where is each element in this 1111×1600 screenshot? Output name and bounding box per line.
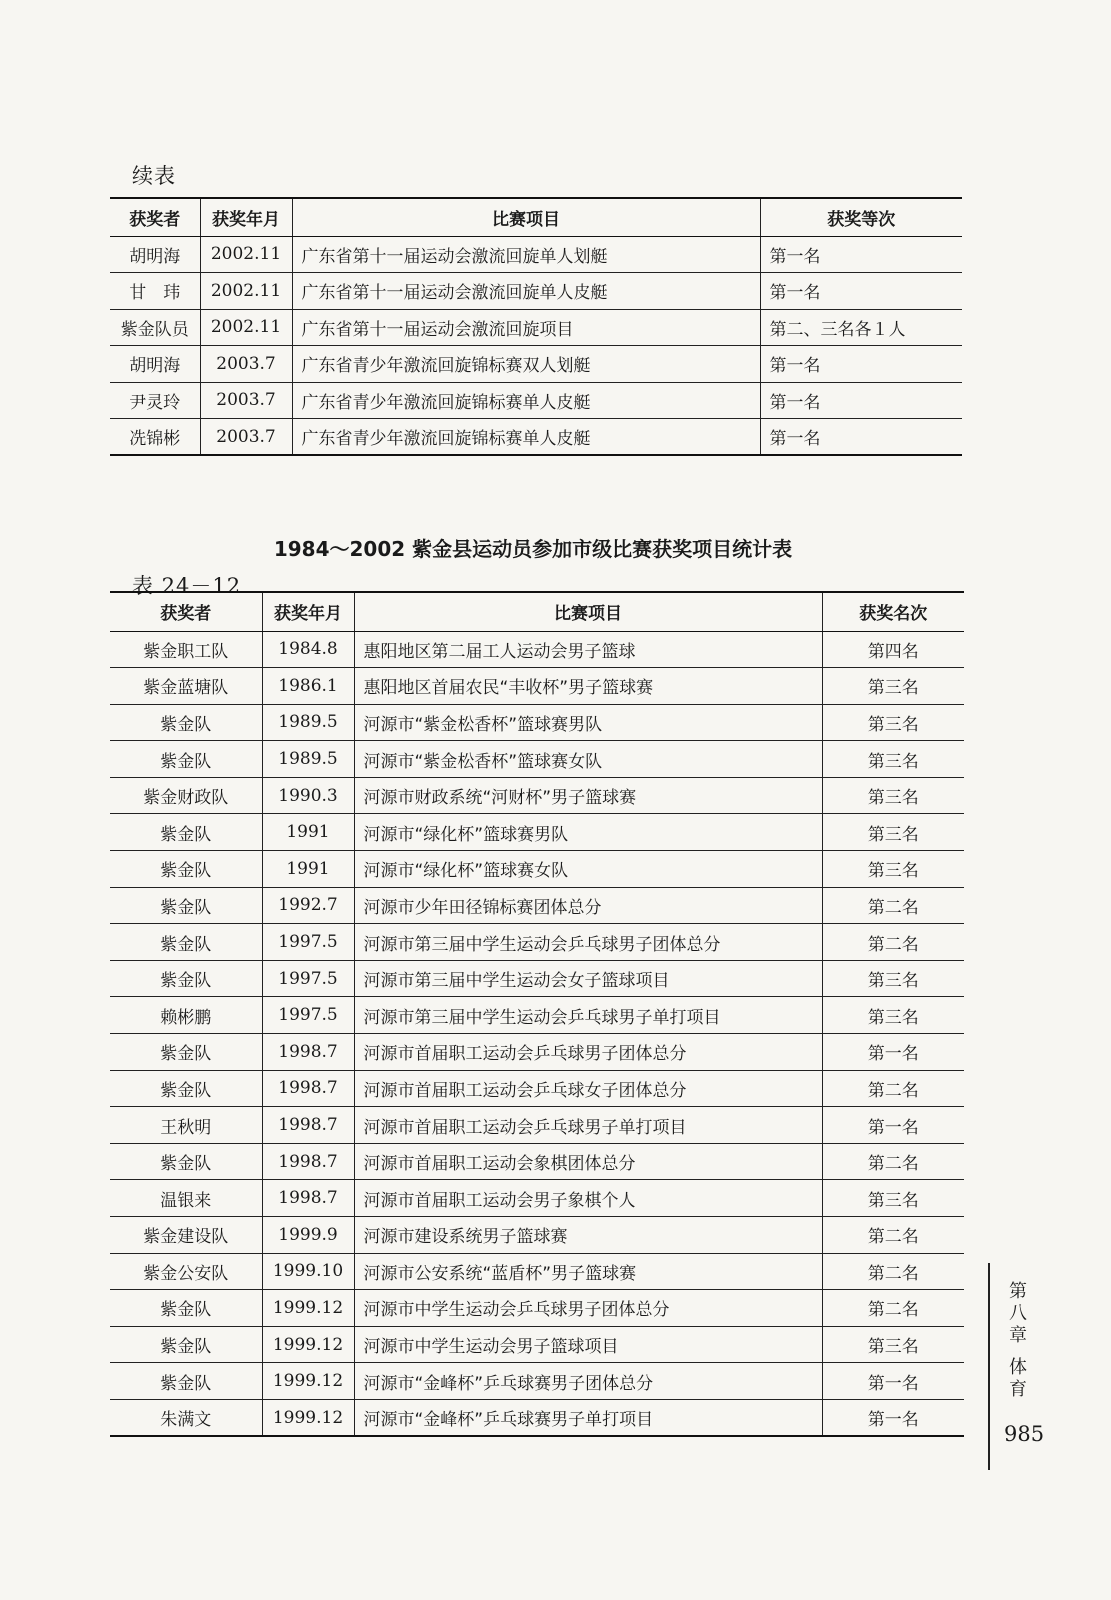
date-cell: 2003.7 bbox=[200, 382, 292, 419]
table-row bbox=[110, 1034, 964, 1071]
table-row bbox=[110, 1290, 964, 1327]
winner-cell: 紫金队 bbox=[110, 814, 262, 851]
event-cell: 河源市“绿化杯”篮球赛男队 bbox=[354, 814, 822, 851]
rank-cell: 第三名 bbox=[822, 960, 964, 997]
event-cell: 广东省第十一届运动会激流回旋项目 bbox=[292, 309, 760, 346]
event-cell: 河源市第三届中学生运动会乒乓球男子单打项目 bbox=[354, 997, 822, 1034]
winner-cell: 紫金队 bbox=[110, 1326, 262, 1363]
table-row bbox=[110, 1253, 964, 1290]
rank-cell: 第二名 bbox=[822, 887, 964, 924]
table-row bbox=[110, 419, 962, 456]
date-cell: 1999.12 bbox=[262, 1326, 354, 1363]
table-row bbox=[110, 1180, 964, 1217]
table-row bbox=[110, 960, 964, 997]
table2-title: 1984～2002 紫金县运动员参加市级比赛获奖项目统计表 bbox=[273, 537, 793, 561]
date-cell: 1997.5 bbox=[262, 924, 354, 961]
date-cell: 1999.12 bbox=[262, 1290, 354, 1327]
date-cell: 1998.7 bbox=[262, 1107, 354, 1144]
winner-cell: 赖彬鹏 bbox=[110, 997, 262, 1034]
awards-table-continued bbox=[110, 197, 962, 456]
winner-cell: 紫金队 bbox=[110, 851, 262, 888]
rank-cell: 第四名 bbox=[822, 631, 964, 668]
date-cell: 1991 bbox=[262, 851, 354, 888]
table-row bbox=[110, 814, 964, 851]
rank-cell: 第一名 bbox=[822, 1399, 964, 1436]
date-cell: 1997.5 bbox=[262, 960, 354, 997]
event-cell: 广东省青少年激流回旋锦标赛单人皮艇 bbox=[292, 419, 760, 456]
winner-cell: 尹灵玲 bbox=[110, 382, 200, 419]
winner-cell: 冼锦彬 bbox=[110, 419, 200, 456]
chapter-char: 八 bbox=[1009, 1303, 1027, 1324]
table-header-row bbox=[110, 198, 962, 236]
event-cell: 河源市第三届中学生运动会乒乓球男子团体总分 bbox=[354, 924, 822, 961]
event-cell: 河源市“紫金松香杯”篮球赛男队 bbox=[354, 704, 822, 741]
winner-cell: 朱满文 bbox=[110, 1399, 262, 1436]
date-cell: 1998.7 bbox=[262, 1143, 354, 1180]
event-cell: 河源市首届职工运动会乒乓球男子团体总分 bbox=[354, 1034, 822, 1071]
date-cell: 1998.7 bbox=[262, 1070, 354, 1107]
event-cell: 河源市“紫金松香杯”篮球赛女队 bbox=[354, 741, 822, 778]
date-cell: 1998.7 bbox=[262, 1180, 354, 1217]
date-cell: 1997.5 bbox=[262, 997, 354, 1034]
winner-cell: 紫金队 bbox=[110, 1290, 262, 1327]
event-cell: 河源市首届职工运动会象棋团体总分 bbox=[354, 1143, 822, 1180]
rank-cell: 第二、三名各１人 bbox=[760, 309, 962, 346]
date-cell: 1991 bbox=[262, 814, 354, 851]
table-row bbox=[110, 997, 964, 1034]
chapter-char: 章 bbox=[1009, 1325, 1027, 1346]
winner-cell: 紫金公安队 bbox=[110, 1253, 262, 1290]
date-cell: 1992.7 bbox=[262, 887, 354, 924]
table-row bbox=[110, 236, 962, 273]
rank-cell: 第一名 bbox=[760, 273, 962, 310]
date-cell: 2002.11 bbox=[200, 273, 292, 310]
winner-cell: 紫金队 bbox=[110, 960, 262, 997]
column-header: 比赛项目 bbox=[292, 198, 760, 236]
winner-cell: 紫金队 bbox=[110, 1363, 262, 1400]
date-cell: 2003.7 bbox=[200, 419, 292, 456]
rank-cell: 第三名 bbox=[822, 777, 964, 814]
column-header: 获奖等次 bbox=[760, 198, 962, 236]
winner-cell: 王秋明 bbox=[110, 1107, 262, 1144]
chapter-gap bbox=[1006, 1347, 1030, 1357]
table-row bbox=[110, 887, 964, 924]
event-cell: 河源市中学生运动会男子篮球项目 bbox=[354, 1326, 822, 1363]
table-row bbox=[110, 924, 964, 961]
rank-cell: 第二名 bbox=[822, 1217, 964, 1254]
chapter-char: 第 bbox=[1009, 1281, 1027, 1302]
rank-cell: 第一名 bbox=[760, 382, 962, 419]
rank-cell: 第一名 bbox=[760, 346, 962, 383]
date-cell: 1986.1 bbox=[262, 668, 354, 705]
event-cell: 河源市财政系统“河财杯”男子篮球赛 bbox=[354, 777, 822, 814]
page-number: 985 bbox=[1004, 1422, 1045, 1446]
rank-cell: 第三名 bbox=[822, 851, 964, 888]
rank-cell: 第一名 bbox=[822, 1363, 964, 1400]
winner-cell: 紫金队 bbox=[110, 741, 262, 778]
rank-cell: 第二名 bbox=[822, 1253, 964, 1290]
winner-cell: 温银来 bbox=[110, 1180, 262, 1217]
rank-cell: 第二名 bbox=[822, 1143, 964, 1180]
table-row bbox=[110, 1399, 964, 1436]
winner-cell: 胡明海 bbox=[110, 346, 200, 383]
chapter-char: 育 bbox=[1009, 1379, 1027, 1400]
winner-cell: 紫金职工队 bbox=[110, 631, 262, 668]
event-cell: 河源市公安系统“蓝盾杯”男子篮球赛 bbox=[354, 1253, 822, 1290]
event-cell: 河源市第三届中学生运动会女子篮球项目 bbox=[354, 960, 822, 997]
event-cell: 广东省青少年激流回旋锦标赛单人皮艇 bbox=[292, 382, 760, 419]
event-cell: 河源市建设系统男子篮球赛 bbox=[354, 1217, 822, 1254]
table-row bbox=[110, 1107, 964, 1144]
event-cell: 广东省第十一届运动会激流回旋单人皮艇 bbox=[292, 273, 760, 310]
rank-cell: 第三名 bbox=[822, 741, 964, 778]
winner-cell: 胡明海 bbox=[110, 236, 200, 273]
event-cell: 惠阳地区首届农民“丰收杯”男子篮球赛 bbox=[354, 668, 822, 705]
event-cell: 河源市中学生运动会乒乓球男子团体总分 bbox=[354, 1290, 822, 1327]
date-cell: 1989.5 bbox=[262, 704, 354, 741]
chapter-marker bbox=[1006, 1281, 1030, 1401]
winner-cell: 紫金队 bbox=[110, 924, 262, 961]
date-cell: 1984.8 bbox=[262, 631, 354, 668]
column-header: 比赛项目 bbox=[354, 592, 822, 631]
winner-cell: 紫金建设队 bbox=[110, 1217, 262, 1254]
event-cell: 惠阳地区第二届工人运动会男子篮球 bbox=[354, 631, 822, 668]
winner-cell: 紫金队 bbox=[110, 887, 262, 924]
date-cell: 1998.7 bbox=[262, 1034, 354, 1071]
table-header-row bbox=[110, 592, 964, 631]
rank-cell: 第三名 bbox=[822, 814, 964, 851]
column-header: 获奖年月 bbox=[200, 198, 292, 236]
city-awards-table bbox=[110, 591, 964, 1437]
event-cell: 河源市“金峰杯”乒乓球赛男子团体总分 bbox=[354, 1363, 822, 1400]
winner-cell: 紫金财政队 bbox=[110, 777, 262, 814]
rank-cell: 第三名 bbox=[822, 704, 964, 741]
table-row bbox=[110, 741, 964, 778]
table-row bbox=[110, 668, 964, 705]
event-cell: 河源市“绿化杯”篮球赛女队 bbox=[354, 851, 822, 888]
table-row bbox=[110, 631, 964, 668]
rank-cell: 第二名 bbox=[822, 924, 964, 961]
winner-cell: 紫金队 bbox=[110, 1070, 262, 1107]
rank-cell: 第一名 bbox=[760, 236, 962, 273]
column-header: 获奖年月 bbox=[262, 592, 354, 631]
rank-cell: 第三名 bbox=[822, 997, 964, 1034]
date-cell: 2003.7 bbox=[200, 346, 292, 383]
winner-cell: 甘 玮 bbox=[110, 273, 200, 310]
column-header: 获奖名次 bbox=[822, 592, 964, 631]
table-row bbox=[110, 1217, 964, 1254]
rank-cell: 第一名 bbox=[822, 1107, 964, 1144]
winner-cell: 紫金队 bbox=[110, 704, 262, 741]
date-cell: 2002.11 bbox=[200, 236, 292, 273]
rank-cell: 第三名 bbox=[822, 1326, 964, 1363]
rank-cell: 第一名 bbox=[760, 419, 962, 456]
event-cell: 河源市首届职工运动会男子象棋个人 bbox=[354, 1180, 822, 1217]
table-row bbox=[110, 1363, 964, 1400]
date-cell: 1999.12 bbox=[262, 1399, 354, 1436]
table-row bbox=[110, 273, 962, 310]
rank-cell: 第一名 bbox=[822, 1034, 964, 1071]
margin-rule bbox=[988, 1263, 990, 1470]
event-cell: 广东省第十一届运动会激流回旋单人划艇 bbox=[292, 236, 760, 273]
date-cell: 2002.11 bbox=[200, 309, 292, 346]
table-row bbox=[110, 382, 962, 419]
winner-cell: 紫金队 bbox=[110, 1034, 262, 1071]
column-header: 获奖者 bbox=[110, 592, 262, 631]
date-cell: 1990.3 bbox=[262, 777, 354, 814]
rank-cell: 第三名 bbox=[822, 668, 964, 705]
table-row bbox=[110, 346, 962, 383]
event-cell: 河源市首届职工运动会乒乓球男子单打项目 bbox=[354, 1107, 822, 1144]
table2-label: 表 24－12 bbox=[132, 574, 242, 598]
winner-cell: 紫金队员 bbox=[110, 309, 200, 346]
table-row bbox=[110, 851, 964, 888]
table-row bbox=[110, 1070, 964, 1107]
event-cell: 广东省青少年激流回旋锦标赛双人划艇 bbox=[292, 346, 760, 383]
table-row bbox=[110, 1143, 964, 1180]
date-cell: 1999.12 bbox=[262, 1363, 354, 1400]
chapter-char: 体 bbox=[1009, 1357, 1027, 1378]
date-cell: 1999.10 bbox=[262, 1253, 354, 1290]
rank-cell: 第二名 bbox=[822, 1070, 964, 1107]
event-cell: 河源市首届职工运动会乒乓球女子团体总分 bbox=[354, 1070, 822, 1107]
date-cell: 1989.5 bbox=[262, 741, 354, 778]
winner-cell: 紫金队 bbox=[110, 1143, 262, 1180]
column-header: 获奖者 bbox=[110, 198, 200, 236]
table1-label: 续表 bbox=[132, 164, 176, 188]
event-cell: 河源市少年田径锦标赛团体总分 bbox=[354, 887, 822, 924]
rank-cell: 第三名 bbox=[822, 1180, 964, 1217]
table-row bbox=[110, 704, 964, 741]
event-cell: 河源市“金峰杯”乒乓球赛男子单打项目 bbox=[354, 1399, 822, 1436]
table-row bbox=[110, 309, 962, 346]
date-cell: 1999.9 bbox=[262, 1217, 354, 1254]
winner-cell: 紫金蓝塘队 bbox=[110, 668, 262, 705]
table-row bbox=[110, 1326, 964, 1363]
table-row bbox=[110, 777, 964, 814]
rank-cell: 第二名 bbox=[822, 1290, 964, 1327]
